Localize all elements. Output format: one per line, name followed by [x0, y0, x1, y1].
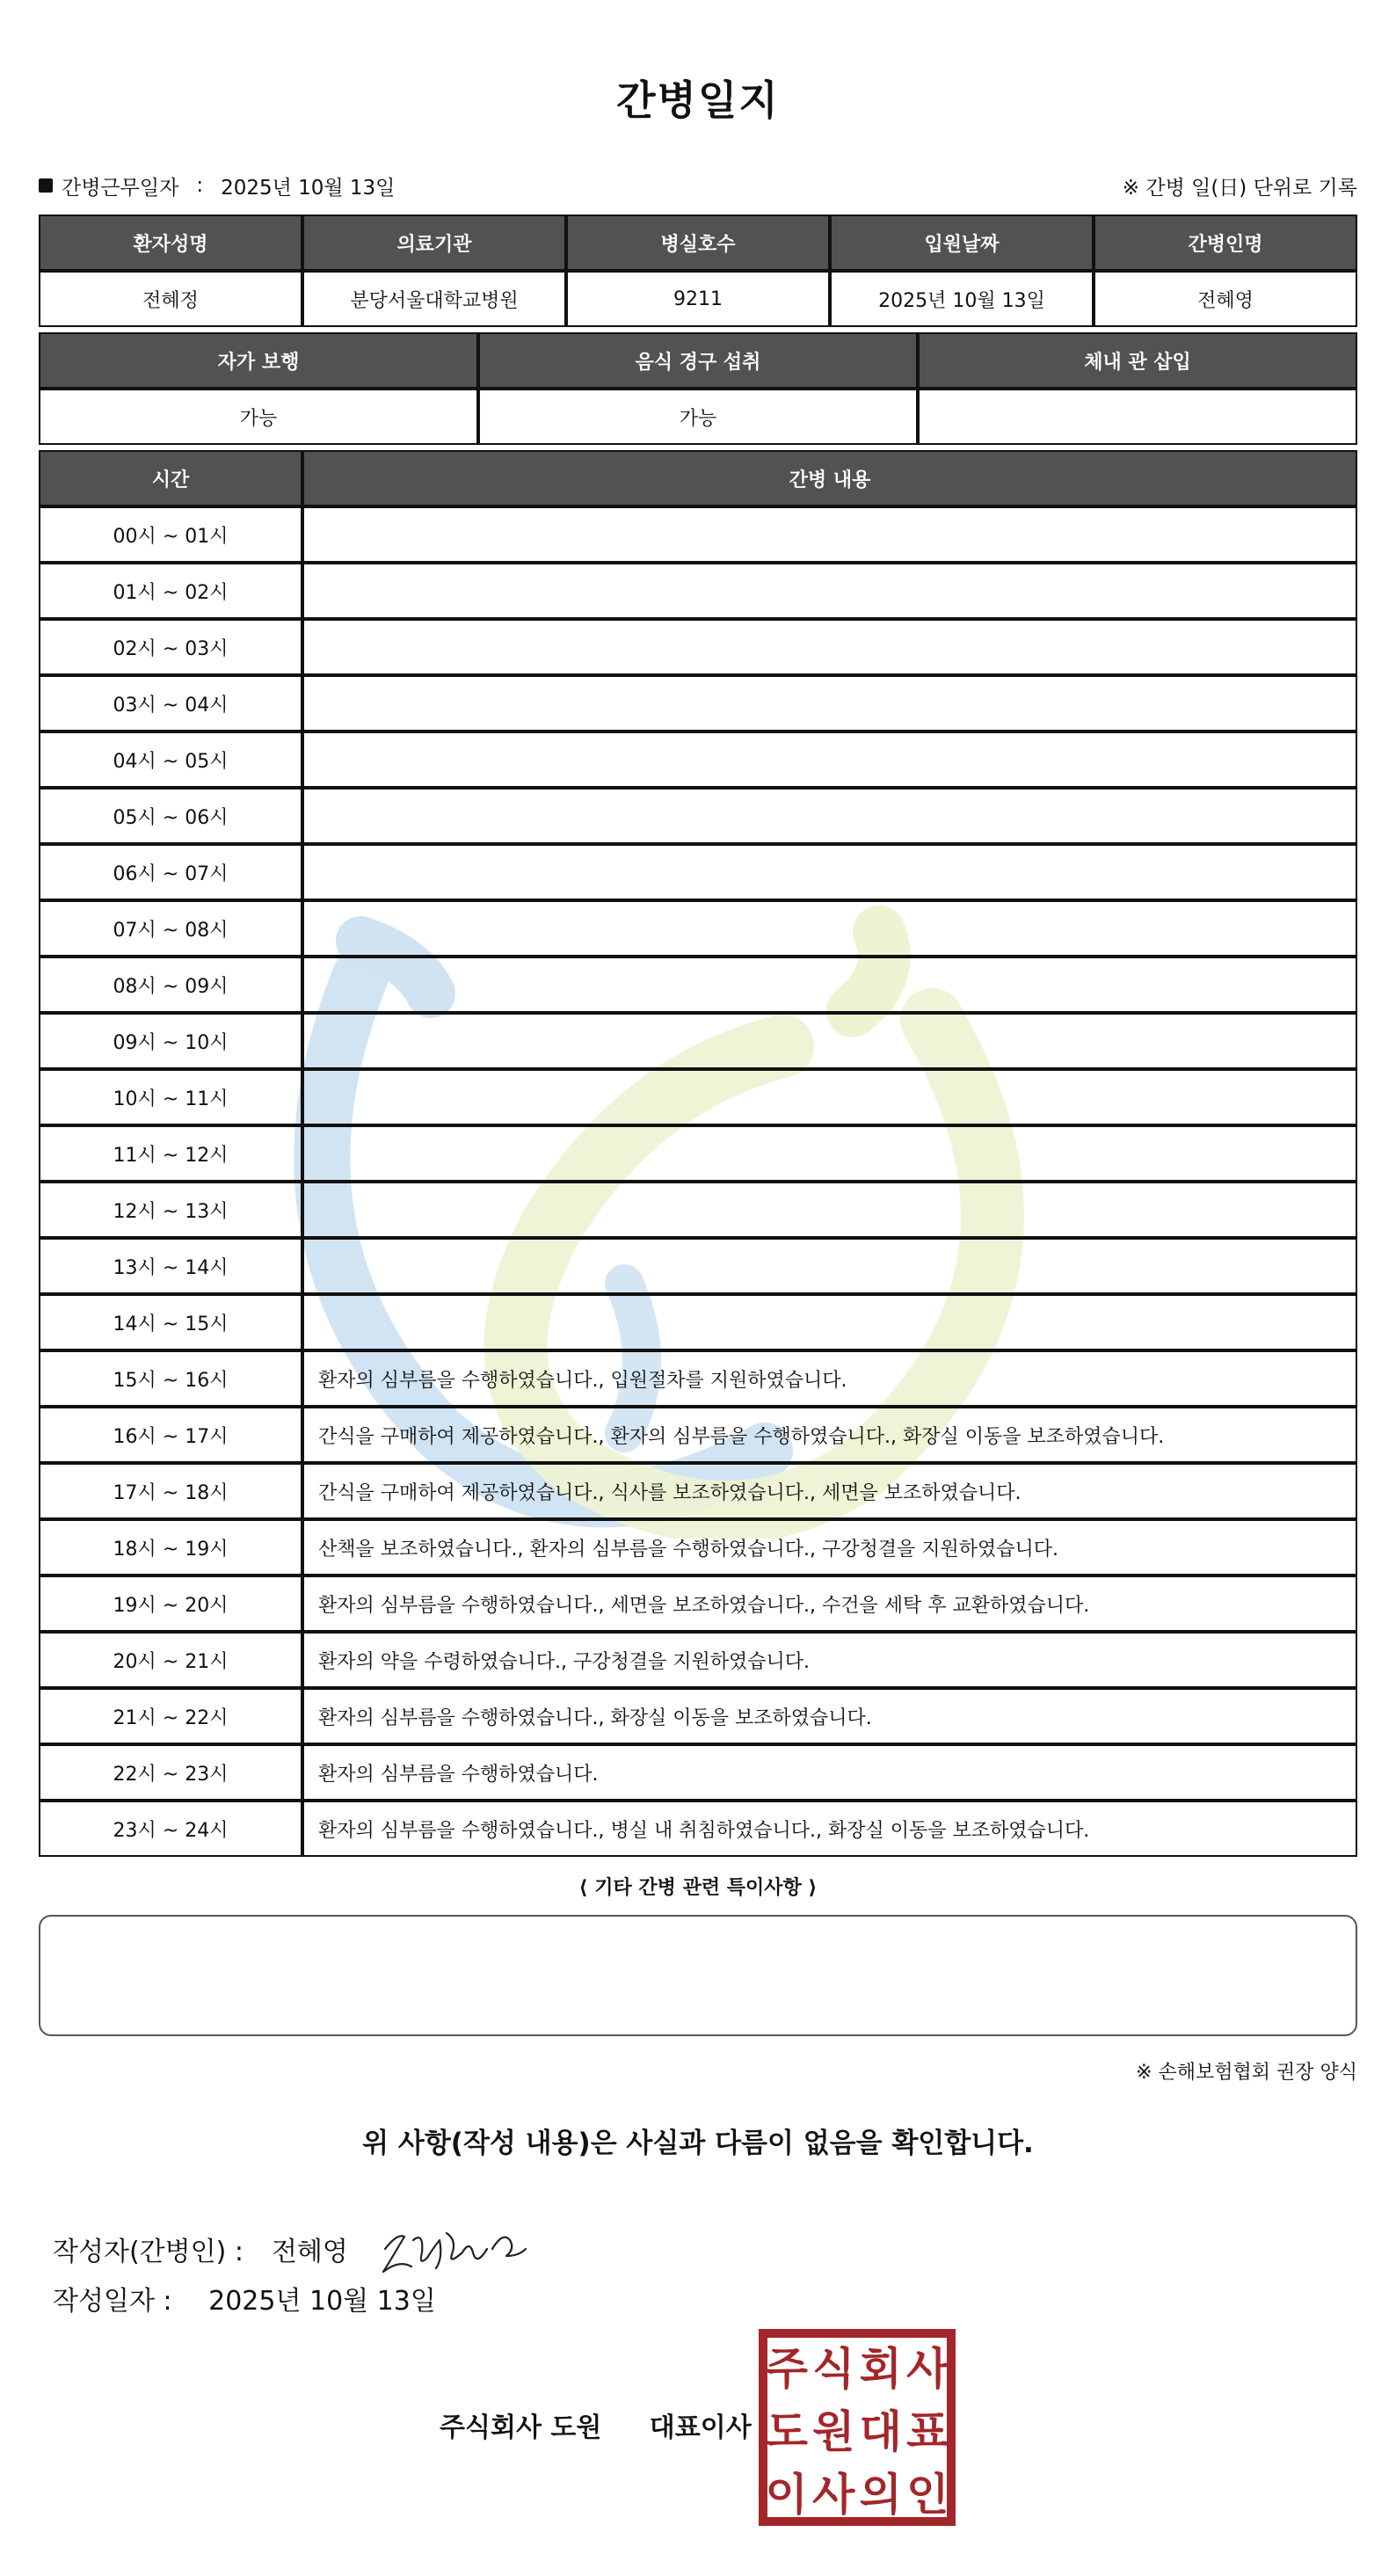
header-tube-insertion: 체내 관 삽입 [918, 332, 1357, 389]
care-content [302, 1238, 1357, 1294]
seal-character: 이 [765, 2469, 808, 2521]
time-slot: 02시 ~ 03시 [39, 619, 302, 675]
table-row [39, 1632, 1357, 1688]
seal-character: 식 [812, 2343, 855, 2395]
care-content [302, 957, 1357, 1013]
table-header-row [39, 450, 1357, 506]
seal-character: 의 [859, 2469, 902, 2521]
time-slot: 05시 ~ 06시 [39, 788, 302, 844]
care-content: 환자의 심부름을 수행하였습니다., 세면을 보조하였습니다., 수건을 세탁 후 교환하였습니다. [302, 1575, 1357, 1632]
written-date-row [53, 2279, 436, 2318]
table-row [39, 1744, 1357, 1801]
table-row [39, 1294, 1357, 1350]
table-row [39, 957, 1357, 1013]
table-header-row [39, 215, 1357, 271]
table-row [39, 1125, 1357, 1182]
company-seal-icon [758, 2328, 956, 2527]
table-row [39, 1463, 1357, 1519]
writer-label: 작성자(간병인) : [53, 2237, 244, 2267]
header-care-content: 간병 내용 [302, 450, 1357, 506]
header-admission-date: 입원날짜 [830, 215, 1094, 271]
time-slot: 01시 ~ 02시 [39, 563, 302, 619]
care-content [302, 900, 1357, 957]
seal-character: 사 [812, 2469, 855, 2521]
written-date-label: 작성일자 : [53, 2286, 172, 2317]
header-time: 시간 [39, 450, 302, 506]
recommend-note: ※ 손해보험협회 권장 양식 [1136, 2062, 1357, 2084]
seal-character: 주 [765, 2343, 808, 2395]
time-slot: 13시 ~ 14시 [39, 1238, 302, 1294]
table-row [39, 900, 1357, 957]
table-row [39, 1575, 1357, 1632]
table-row [39, 1688, 1357, 1744]
hourly-care-log-table [39, 450, 1357, 1857]
care-content [302, 1294, 1357, 1350]
care-content: 환자의 심부름을 수행하였습니다., 화장실 이동을 보조하였습니다. [302, 1688, 1357, 1744]
care-content: 환자의 심부름을 수행하였습니다. [302, 1744, 1357, 1801]
patient-info-table [39, 215, 1357, 327]
header-hospital: 의료기관 [302, 215, 566, 271]
time-slot: 18시 ~ 19시 [39, 1519, 302, 1575]
care-content [302, 731, 1357, 788]
oral-intake-value: 가능 [478, 389, 918, 445]
company-rep: 대표이사 [649, 2412, 752, 2443]
time-slot: 00시 ~ 01시 [39, 506, 302, 563]
company-signature-row [440, 2405, 752, 2444]
work-date-value: 2025년 10월 13일 [221, 176, 396, 200]
care-content [302, 1069, 1357, 1125]
care-content [302, 563, 1357, 619]
work-date-separator: : [196, 174, 204, 197]
table-row [39, 1013, 1357, 1069]
care-content: 환자의 심부름을 수행하였습니다., 병실 내 취침하였습니다., 화장실 이동을 보조하였습니다. [302, 1801, 1357, 1857]
care-content: 산책을 보조하였습니다., 환자의 심부름을 수행하였습니다., 구강청결을 지원하였습니다. [302, 1519, 1357, 1575]
table-row [39, 731, 1357, 788]
writer-row [53, 2214, 536, 2284]
time-slot: 11시 ~ 12시 [39, 1125, 302, 1182]
remarks-title: ⟨ 기타 간병 관련 특이사항 ⟩ [578, 1877, 818, 1899]
time-slot: 12시 ~ 13시 [39, 1182, 302, 1238]
patient-status-table [39, 332, 1357, 445]
room-number: 9211 [566, 271, 830, 327]
record-note: ※ 간병 일(日) 단위로 기록 [1122, 176, 1357, 200]
work-date-label: 간병근무일자 [62, 176, 179, 200]
care-content: 간식을 구매하여 제공하였습니다., 식사를 보조하였습니다., 세면을 보조하였습니다. [302, 1463, 1357, 1519]
meta-row [39, 171, 1357, 200]
seal-character: 회 [859, 2343, 902, 2395]
time-slot: 21시 ~ 22시 [39, 1688, 302, 1744]
time-slot: 07시 ~ 08시 [39, 900, 302, 957]
care-content [302, 506, 1357, 563]
care-content: 환자의 약을 수령하였습니다., 구강청결을 지원하였습니다. [302, 1632, 1357, 1688]
page-title: 간병일지 [616, 76, 780, 124]
table-row [39, 844, 1357, 900]
table-row [39, 1519, 1357, 1575]
time-slot: 19시 ~ 20시 [39, 1575, 302, 1632]
care-content [302, 619, 1357, 675]
table-row [39, 389, 1357, 445]
time-slot: 06시 ~ 07시 [39, 844, 302, 900]
work-date [39, 171, 395, 200]
header-caregiver-name: 간병인명 [1094, 215, 1357, 271]
table-row [39, 1069, 1357, 1125]
confirm-statement: 위 사항(작성 내용)은 사실과 다름이 없음을 확인합니다. [362, 2128, 1034, 2159]
care-content [302, 675, 1357, 731]
care-content [302, 1125, 1357, 1182]
time-slot: 08시 ~ 09시 [39, 957, 302, 1013]
seal-character: 대 [859, 2406, 902, 2457]
log-body [39, 506, 1357, 1857]
header-oral-intake: 음식 경구 섭취 [478, 332, 918, 389]
writer-name: 전혜영 [271, 2237, 348, 2267]
time-slot: 15시 ~ 16시 [39, 1350, 302, 1407]
table-row [39, 619, 1357, 675]
table-header-row [39, 332, 1357, 389]
square-bullet-icon [39, 178, 53, 193]
care-content [302, 844, 1357, 900]
table-row [39, 1407, 1357, 1463]
seal-character: 원 [812, 2406, 855, 2457]
time-slot: 23시 ~ 24시 [39, 1801, 302, 1857]
table-row [39, 675, 1357, 731]
table-row [39, 788, 1357, 844]
time-slot: 04시 ~ 05시 [39, 731, 302, 788]
care-content: 환자의 심부름을 수행하였습니다., 입원절차를 지원하였습니다. [302, 1350, 1357, 1407]
seal-character: 표 [906, 2406, 949, 2457]
header-self-walking: 자가 보행 [39, 332, 478, 389]
care-content [302, 1013, 1357, 1069]
seal-character: 사 [906, 2343, 949, 2395]
table-row [39, 1182, 1357, 1238]
time-slot: 09시 ~ 10시 [39, 1013, 302, 1069]
table-row [39, 1801, 1357, 1857]
signature-icon [378, 2214, 536, 2284]
caregiver-name: 전혜영 [1094, 271, 1357, 327]
time-slot: 17시 ~ 18시 [39, 1463, 302, 1519]
patient-name: 전혜정 [39, 271, 302, 327]
table-row [39, 1238, 1357, 1294]
care-content [302, 1182, 1357, 1238]
time-slot: 14시 ~ 15시 [39, 1294, 302, 1350]
hospital-name: 분당서울대학교병원 [302, 271, 566, 327]
table-row [39, 563, 1357, 619]
header-room: 병실호수 [566, 215, 830, 271]
time-slot: 20시 ~ 21시 [39, 1632, 302, 1688]
admission-date: 2025년 10월 13일 [830, 271, 1094, 327]
tube-insertion-value [918, 389, 1357, 445]
care-content [302, 788, 1357, 844]
seal-character: 인 [906, 2469, 949, 2521]
time-slot: 03시 ~ 04시 [39, 675, 302, 731]
written-date-value: 2025년 10월 13일 [208, 2286, 436, 2317]
header-patient-name: 환자성명 [39, 215, 302, 271]
time-slot: 16시 ~ 17시 [39, 1407, 302, 1463]
table-row [39, 271, 1357, 327]
remarks-box [39, 1915, 1357, 2036]
care-content: 간식을 구매하여 제공하였습니다., 환자의 심부름을 수행하였습니다., 화장실 이동을 보조하였습니다. [302, 1407, 1357, 1463]
time-slot: 10시 ~ 11시 [39, 1069, 302, 1125]
table-row [39, 1350, 1357, 1407]
seal-character: 도 [765, 2406, 808, 2457]
table-row [39, 506, 1357, 563]
self-walking-value: 가능 [39, 389, 478, 445]
company-name: 주식회사 도원 [440, 2412, 602, 2443]
time-slot: 22시 ~ 23시 [39, 1744, 302, 1801]
